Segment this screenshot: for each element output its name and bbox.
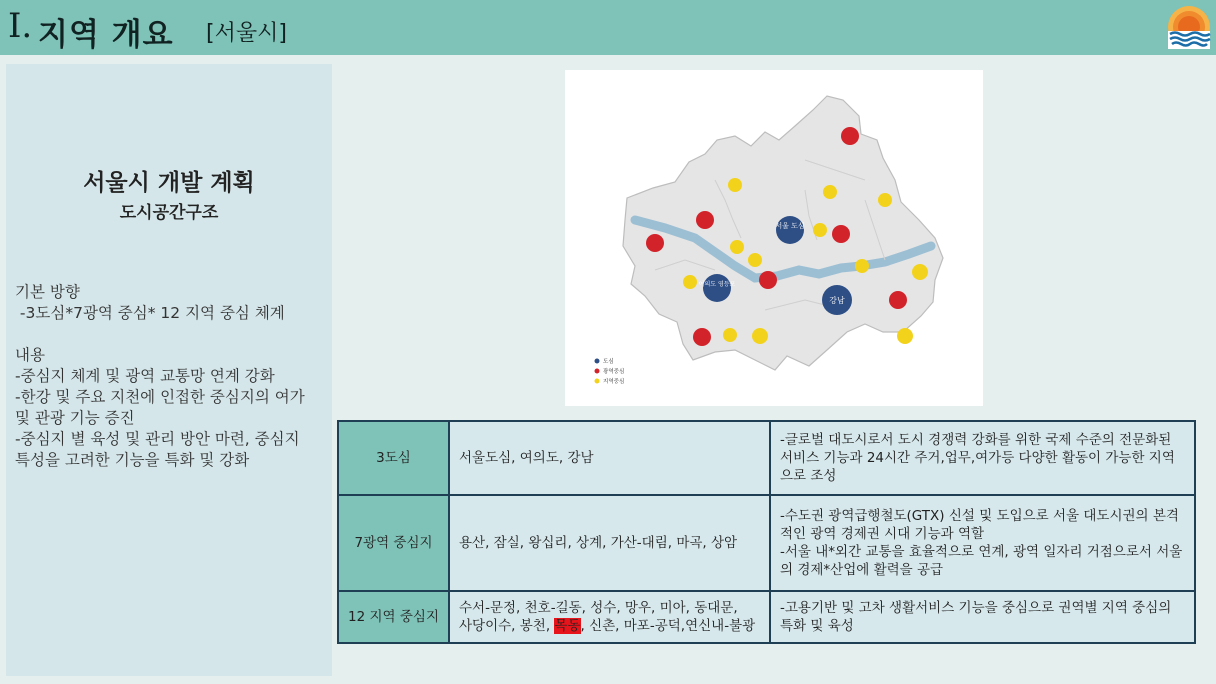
downtown-label: 서울 도심 <box>775 222 805 230</box>
panel-subtitle: 도시공간구조 <box>119 203 219 223</box>
page-subtitle: [서울시] <box>206 21 287 46</box>
regional-marker <box>841 127 859 145</box>
panel-title: 서울시 개발 계획 <box>83 170 255 196</box>
local-marker <box>878 193 892 207</box>
places-text: , 신촌, 마포-공덕,연신내-불광 <box>580 618 756 634</box>
content-line: 특성을 고려한 기능을 특화 및 강화 <box>15 451 250 469</box>
center-hierarchy-table <box>337 420 1196 644</box>
summary-panel <box>6 64 332 676</box>
legend-swatch <box>595 369 600 374</box>
table-row <box>338 495 1195 591</box>
legend-swatch <box>595 379 600 384</box>
table-row <box>338 421 1195 495</box>
downtown-label: 여의도 영등포 <box>698 281 736 288</box>
downtown-marker <box>703 274 731 302</box>
description-line: 특화 및 육성 <box>780 618 854 634</box>
section-number: I. <box>8 6 33 46</box>
seoul-center-map <box>565 70 983 406</box>
places-cell: 서울도심, 여의도, 강남 <box>449 421 770 495</box>
places-line: 수서-문정, 천호-길동, 성수, 망우, 미아, 동대문, <box>459 600 738 616</box>
regional-marker <box>759 271 777 289</box>
local-marker <box>728 178 742 192</box>
places-text: 사당이수, 봉천, <box>459 618 555 634</box>
content-line: -중심지 별 육성 및 관리 방안 마련, 중심지 <box>15 430 300 448</box>
legend-label: 도심 <box>603 359 614 365</box>
description-line: -고용기반 및 고차 생활서비스 기능을 중심으로 권역별 지역 중심의 <box>780 600 1172 616</box>
local-marker <box>723 328 737 342</box>
city-map-graphic <box>565 70 983 406</box>
places-cell: 용산, 잠실, 왕십리, 상계, 가산-대림, 마곡, 상암 <box>449 495 770 591</box>
regional-marker <box>693 328 711 346</box>
local-marker <box>823 185 837 199</box>
places-cell <box>449 591 770 643</box>
regional-marker <box>696 211 714 229</box>
local-marker <box>897 328 913 344</box>
local-marker <box>683 275 697 289</box>
content-line: -한강 및 주요 지천에 인접한 중심지의 여가 <box>15 388 305 406</box>
local-marker <box>752 328 768 344</box>
regional-marker <box>889 291 907 309</box>
description-cell <box>770 421 1195 495</box>
page-title: 지역 개요 <box>38 17 174 53</box>
places-line <box>459 617 760 635</box>
basic-direction-text: -3도심*7광역 중심* 12 지역 중심 체계 <box>15 304 285 322</box>
content-line: -중심지 체계 및 광역 교통망 연계 강화 <box>15 367 275 385</box>
basic-direction-heading: 기본 방향 <box>15 283 80 301</box>
description-line: 으로 조성 <box>780 468 837 484</box>
local-marker <box>748 253 762 267</box>
content-line: 및 관광 기능 증진 <box>15 409 135 427</box>
regional-marker <box>646 234 664 252</box>
category-cell: 7광역 중심지 <box>338 495 449 591</box>
description-line: -서울 내*외간 교통을 효율적으로 연계, 광역 일자리 거점으로서 서울 <box>780 544 1183 560</box>
local-marker <box>813 223 827 237</box>
local-marker <box>855 259 869 273</box>
local-marker <box>912 264 928 280</box>
title-bar <box>0 0 1216 55</box>
table-row <box>338 591 1195 643</box>
legend-label: 광역중심 <box>603 369 625 375</box>
downtown-marker <box>776 216 804 244</box>
local-marker <box>730 240 744 254</box>
description-line: 서비스 기능과 24시간 주거,업무,여가등 다양한 활동이 가능한 지역 <box>780 450 1175 466</box>
description-line: 적인 광역 경제권 시대 기능과 역할 <box>780 526 985 542</box>
sun-over-waves-logo-icon <box>1166 3 1212 51</box>
regional-marker <box>832 225 850 243</box>
legend-label: 지역중심 <box>603 379 625 385</box>
downtown-label: 강남 <box>829 296 845 305</box>
description-cell <box>770 495 1195 591</box>
category-cell: 12 지역 중심지 <box>338 591 449 643</box>
description-line: 의 경제*산업에 활력을 공급 <box>780 562 944 578</box>
content-heading: 내용 <box>15 346 45 364</box>
description-line: -글로벌 대도시로서 도시 경쟁력 강화를 위한 국제 수준의 전문화된 <box>780 432 1172 448</box>
category-cell: 3도심 <box>338 421 449 495</box>
description-cell <box>770 591 1195 643</box>
highlighted-place: 목동 <box>554 618 581 634</box>
description-line: -수도권 광역급행철도(GTX) 신설 및 도입으로 서울 대도시권의 본격 <box>780 508 1179 524</box>
legend-swatch <box>595 359 600 364</box>
